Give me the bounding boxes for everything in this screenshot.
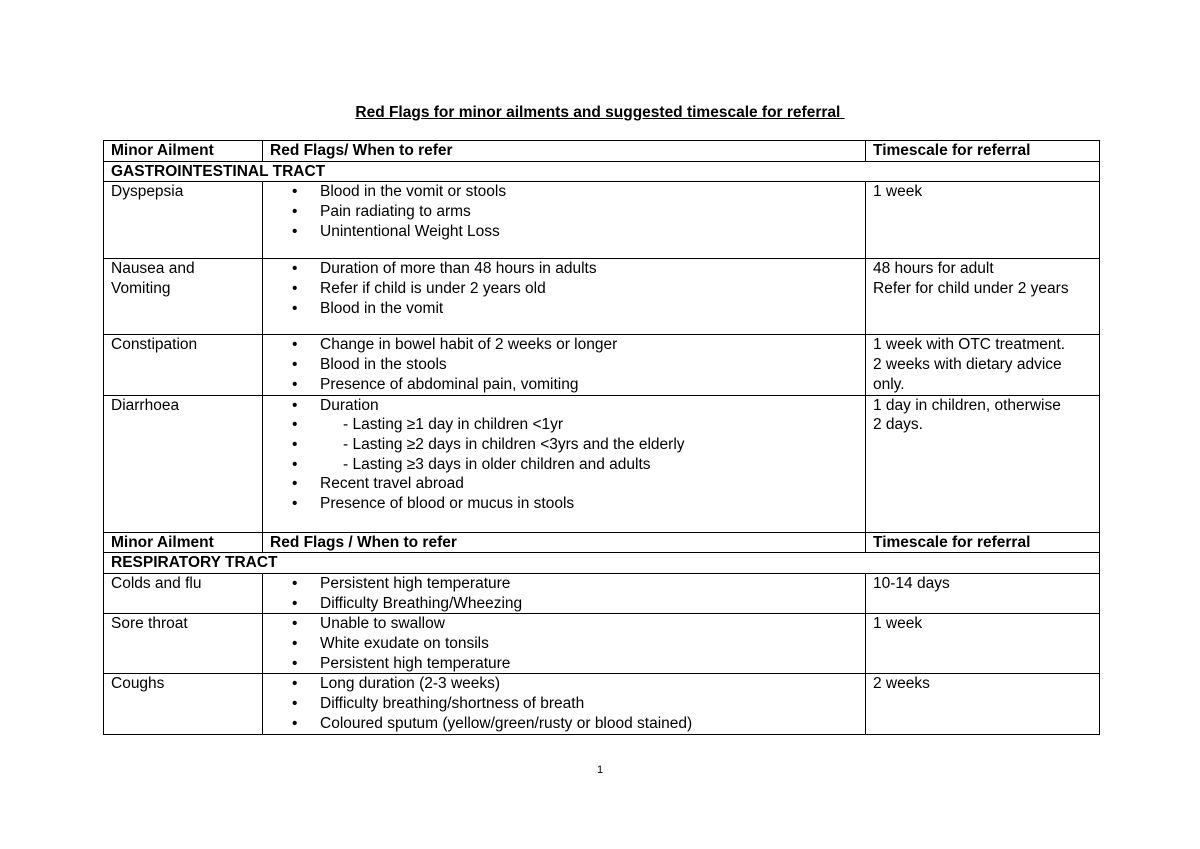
section-row-gastrointestinal xyxy=(104,161,1100,182)
red-flag-item: • Presence of abdominal pain, vomiting xyxy=(270,375,858,395)
red-flag-item: • Long duration (2-3 weeks) xyxy=(270,674,858,694)
red-flag-item: • Pain radiating to arms xyxy=(270,202,858,222)
red-flag-item: • Blood in the stools xyxy=(270,355,858,375)
red-flags-list xyxy=(270,396,858,514)
red-flag-item: • Refer if child is under 2 years old xyxy=(270,279,858,299)
header-timescale: Timescale for referral xyxy=(866,141,1100,162)
table-row xyxy=(104,674,1100,734)
red-flag-subitem: • - Lasting ≥1 day in children <1yr xyxy=(270,415,858,435)
red-flags-list xyxy=(270,574,858,613)
red-flags-list xyxy=(270,182,858,241)
red-flags-cell xyxy=(263,335,866,395)
red-flags-list xyxy=(270,259,858,318)
timescale-cell: 1 week xyxy=(866,614,1100,674)
header-timescale: Timescale for referral xyxy=(866,532,1100,553)
table-header-row xyxy=(104,532,1100,553)
table-row xyxy=(104,259,1100,335)
red-flag-item: • Blood in the vomit xyxy=(270,299,858,319)
ailment-name: Constipation xyxy=(104,335,263,395)
red-flags-list xyxy=(270,614,858,673)
document-title: Red Flags for minor ailments and suggested timescale for referral xyxy=(355,104,845,121)
section-title: RESPIRATORY TRACT xyxy=(104,553,1100,574)
red-flag-item: • Recent travel abroad xyxy=(270,474,858,494)
ailment-name: Dyspepsia xyxy=(104,182,263,259)
table-row xyxy=(104,395,1100,532)
timescale-cell: 2 weeks xyxy=(866,674,1100,734)
ailment-name: Diarrhoea xyxy=(104,395,263,532)
red-flags-cell xyxy=(263,259,866,335)
timescale-cell: 10-14 days xyxy=(866,573,1100,613)
red-flag-item: • White exudate on tonsils xyxy=(270,634,858,654)
red-flags-list xyxy=(270,335,858,394)
section-row-respiratory xyxy=(104,553,1100,574)
red-flags-cell xyxy=(263,573,866,613)
red-flag-subitem: • - Lasting ≥2 days in children <3yrs and the elderly xyxy=(270,435,858,455)
red-flags-cell xyxy=(263,674,866,734)
red-flag-item: • Coloured sputum (yellow/green/rusty or blood stained) xyxy=(270,714,858,734)
red-flag-item: • Persistent high temperature xyxy=(270,654,858,674)
red-flag-item: • Difficulty breathing/shortness of breath xyxy=(270,694,858,714)
red-flag-item: • Difficulty Breathing/Wheezing xyxy=(270,594,858,614)
header-minor-ailment: Minor Ailment xyxy=(104,141,263,162)
header-red-flags: Red Flags/ When to refer xyxy=(263,141,866,162)
red-flag-item: • Duration xyxy=(270,396,858,416)
table-row xyxy=(104,614,1100,674)
red-flags-table xyxy=(103,140,1100,735)
ailment-name: Nausea and Vomiting xyxy=(104,259,263,335)
ailment-name: Colds and flu xyxy=(104,573,263,613)
red-flags-list xyxy=(270,674,858,733)
timescale-cell: 48 hours for adult Refer for child under 2 years xyxy=(866,259,1100,335)
red-flag-subitem: • - Lasting ≥3 days in older children and adults xyxy=(270,455,858,475)
table-row xyxy=(104,182,1100,259)
table-row xyxy=(104,573,1100,613)
red-flag-item: • Presence of blood or mucus in stools xyxy=(270,494,858,514)
red-flags-cell xyxy=(263,395,866,532)
header-minor-ailment: Minor Ailment xyxy=(104,532,263,553)
red-flag-item: • Unable to swallow xyxy=(270,614,858,634)
section-title: GASTROINTESTINAL TRACT xyxy=(104,161,1100,182)
red-flag-item: • Persistent high temperature xyxy=(270,574,858,594)
red-flag-item: • Change in bowel habit of 2 weeks or longer xyxy=(270,335,858,355)
page-number: 1 xyxy=(596,764,604,776)
red-flags-cell xyxy=(263,614,866,674)
timescale-cell: 1 week with OTC treatment. 2 weeks with dietary advice only. xyxy=(866,335,1100,395)
red-flag-item: • Duration of more than 48 hours in adults xyxy=(270,259,858,279)
red-flags-cell xyxy=(263,182,866,259)
red-flag-item: • Unintentional Weight Loss xyxy=(270,222,858,242)
red-flag-item: • Blood in the vomit or stools xyxy=(270,182,858,202)
table-header-row xyxy=(104,141,1100,162)
ailment-name: Coughs xyxy=(104,674,263,734)
header-red-flags: Red Flags / When to refer xyxy=(263,532,866,553)
timescale-cell: 1 day in children, otherwise 2 days. xyxy=(866,395,1100,532)
table-row xyxy=(104,335,1100,395)
ailment-name: Sore throat xyxy=(104,614,263,674)
timescale-cell: 1 week xyxy=(866,182,1100,259)
